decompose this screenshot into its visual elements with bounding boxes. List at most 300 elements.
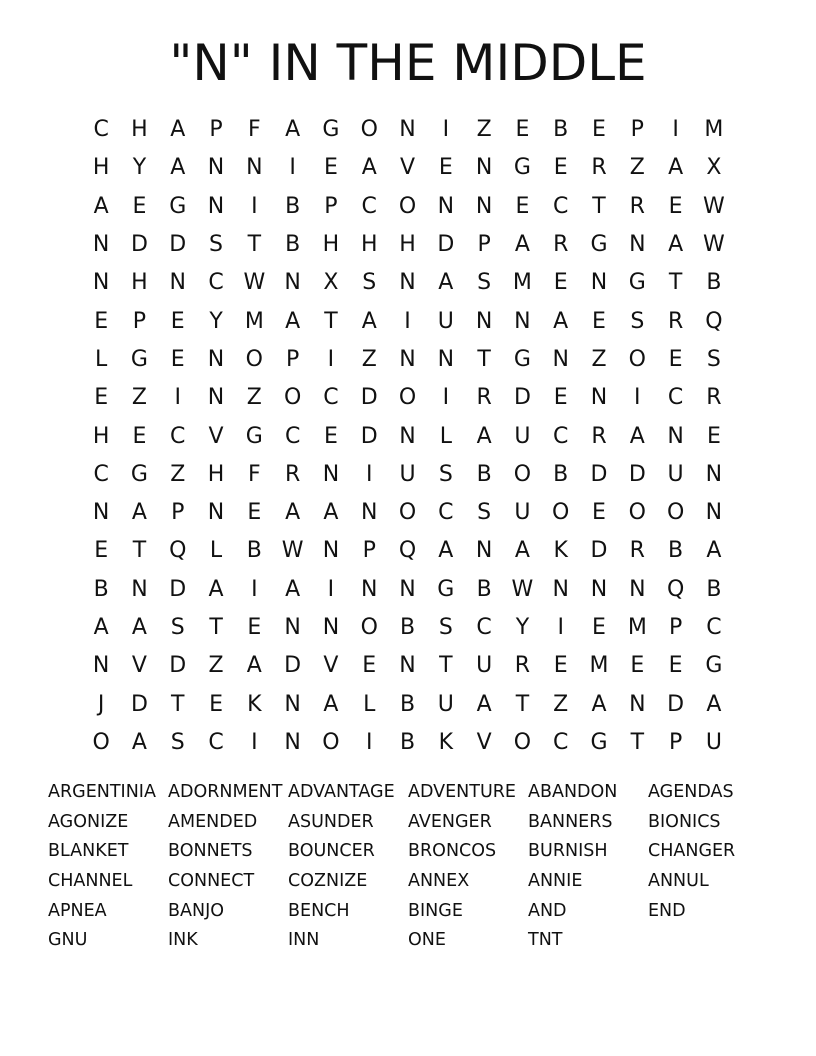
grid-letter: N [360, 576, 378, 602]
grid-letter: N [131, 576, 148, 602]
grid-letter: I [174, 385, 181, 411]
grid-letter: A [361, 155, 377, 181]
grid-letter: D [590, 538, 608, 564]
grid-letter: W [281, 538, 304, 564]
grid-letter: I [442, 385, 450, 411]
grid-letter: A [438, 270, 454, 296]
grid-letter: N [475, 193, 493, 219]
grid-letter: A [285, 500, 301, 526]
grid-letter: N [705, 500, 723, 526]
grid-letter: I [557, 615, 564, 640]
grid-letter: T [515, 691, 530, 717]
grid-letter: G [322, 117, 340, 143]
grid-letter: T [324, 308, 338, 334]
grid-letter: C [170, 423, 186, 449]
grid-letter: Z [208, 653, 224, 679]
grid-letter: N [437, 346, 455, 372]
grid-letter: N [399, 117, 416, 143]
word-list-item: COZNIZE [288, 871, 368, 892]
grid-letter: P [668, 729, 683, 755]
grid-letter: P [209, 117, 223, 143]
grid-letter: W [703, 193, 725, 219]
grid-letter: C [667, 385, 684, 411]
grid-letter: Q [705, 308, 723, 334]
grid-letter: I [289, 155, 296, 181]
grid-letter: N [552, 576, 569, 602]
grid-letter: R [706, 385, 722, 411]
grid-letter: E [706, 423, 721, 449]
grid-letter: S [362, 270, 377, 296]
grid-letter: N [399, 423, 416, 449]
grid-letter: Z [476, 117, 492, 143]
grid-letter: I [251, 193, 258, 219]
grid-letter: R [284, 461, 301, 487]
grid-letter: G [169, 193, 187, 219]
word-list-item: ADVANTAGE [288, 782, 395, 802]
grid-letter: D [513, 385, 531, 411]
grid-letter: V [208, 423, 224, 449]
grid-letter: N [475, 308, 493, 334]
grid-letter: A [323, 500, 339, 526]
grid-letter: D [628, 461, 646, 487]
grid-letter: M [512, 270, 532, 296]
grid-letter: H [360, 232, 378, 258]
grid-letter: O [360, 615, 378, 640]
grid-letter: B [553, 461, 569, 487]
grid-letter: P [630, 117, 644, 143]
grid-letter: C [361, 193, 377, 219]
word-list-item: GNU [48, 930, 88, 951]
grid-letter: S [477, 270, 492, 296]
grid-letter: N [399, 346, 416, 372]
grid-letter: E [668, 193, 683, 219]
word-list-item: AVENGER [408, 811, 492, 832]
grid-letter: A [706, 691, 722, 717]
grid-letter: Z [629, 155, 645, 181]
grid-letter: G [590, 729, 608, 755]
grid-letter: R [591, 423, 607, 449]
grid-letter: G [513, 346, 531, 372]
grid-letter: E [94, 385, 109, 411]
grid-letter: N [284, 270, 301, 296]
grid-letter: N [92, 500, 110, 526]
grid-letter: I [634, 385, 641, 411]
grid-letter: N [437, 193, 455, 219]
grid-letter: B [706, 576, 722, 602]
grid-letter: N [169, 270, 186, 296]
grid-letter: C [93, 461, 109, 487]
grid-letter: E [438, 155, 453, 181]
grid-letter: I [672, 117, 679, 143]
grid-letter: A [170, 117, 186, 143]
grid-letter: E [209, 691, 223, 717]
word-list-item: TNT [528, 930, 563, 951]
grid-letter: S [706, 346, 721, 372]
word-list-item: ANNIE [528, 871, 583, 892]
grid-letter: N [284, 729, 301, 755]
grid-letter: U [514, 500, 531, 526]
word-list-item: APNEA [48, 900, 107, 921]
grid-letter: E [323, 423, 338, 449]
grid-letter: T [209, 615, 223, 640]
grid-letter: S [477, 500, 492, 526]
grid-letter: E [592, 500, 606, 526]
grid-letter: O [322, 729, 340, 755]
grid-letter: G [590, 232, 608, 258]
grid-letter: N [322, 538, 340, 564]
grid-letter: N [92, 653, 110, 679]
grid-letter: D [130, 232, 148, 258]
grid-letter: C [208, 270, 224, 296]
grid-letter: R [514, 653, 531, 679]
grid-letter: A [476, 423, 492, 449]
word-list-item: ANNUL [648, 871, 709, 892]
word-list-item: AND [528, 900, 567, 921]
grid-letter: C [438, 500, 454, 526]
grid-letter: A [93, 193, 109, 219]
grid-letter: Z [591, 346, 607, 372]
grid-letter: M [589, 653, 609, 679]
grid-letter: E [170, 346, 185, 372]
grid-letter: V [399, 155, 416, 181]
grid-letter: N [705, 461, 723, 487]
grid-letter: D [667, 691, 685, 717]
grid-letter: S [630, 308, 645, 334]
grid-letter: N [92, 270, 110, 296]
grid-letter: H [92, 423, 110, 449]
grid-letter: P [132, 308, 147, 334]
grid-letter: H [207, 461, 225, 487]
grid-letter: A [285, 576, 301, 602]
grid-letter: L [95, 346, 108, 372]
grid-letter: N [590, 270, 608, 296]
grid-letter: R [476, 385, 492, 411]
word-list-item: BINGE [408, 900, 463, 921]
grid-letter: E [553, 653, 568, 679]
grid-letter: R [591, 155, 607, 181]
grid-letter: Z [170, 461, 186, 487]
grid-letter: I [404, 308, 411, 334]
grid-letter: E [630, 653, 645, 679]
grid-letter: U [514, 423, 531, 449]
word-list-item: AGENDAS [648, 782, 734, 802]
grid-letter: N [92, 232, 110, 258]
grid-letter: O [513, 729, 532, 755]
grid-letter: O [283, 385, 302, 411]
grid-letter: N [629, 691, 646, 717]
grid-letter: N [399, 653, 416, 679]
word-list-item: ANNEX [408, 871, 470, 892]
grid-letter: Y [209, 308, 223, 334]
grid-letter: O [666, 500, 685, 526]
grid-letter: B [553, 117, 569, 143]
grid-letter: T [477, 346, 491, 372]
grid-letter: E [247, 615, 262, 640]
grid-letter: O [513, 461, 532, 487]
word-list-item: INN [288, 930, 320, 951]
grid-letter: O [245, 346, 263, 372]
page-title: "N" IN THE MIDDLE [169, 34, 647, 92]
word-list-item: ASUNDER [288, 811, 374, 832]
word-list-item: CHANNEL [48, 871, 133, 892]
grid-letter: F [248, 117, 261, 143]
grid-letter: A [208, 576, 224, 602]
grid-letter: W [243, 270, 266, 296]
grid-letter: A [438, 538, 454, 564]
grid-letter: D [169, 576, 187, 602]
grid-letter: E [592, 117, 606, 143]
grid-letter: T [247, 232, 262, 258]
grid-letter: E [592, 615, 606, 640]
grid-letter: U [399, 461, 416, 487]
grid-letter: E [668, 346, 683, 372]
grid-letter: E [247, 500, 262, 526]
grid-letter: Z [131, 385, 147, 411]
grid-letter: W [703, 232, 725, 258]
grid-letter: A [131, 500, 147, 526]
word-list-item: INK [168, 930, 198, 951]
grid-letter: U [437, 691, 454, 717]
grid-letter: V [476, 729, 492, 755]
grid-letter: B [706, 270, 722, 296]
grid-letter: B [399, 615, 416, 640]
grid-letter: T [592, 193, 606, 219]
grid-letter: N [590, 385, 608, 411]
grid-letter: G [130, 346, 148, 372]
grid-letter: S [209, 232, 224, 258]
grid-letter: A [476, 691, 492, 717]
grid-letter: K [553, 538, 568, 564]
grid-letter: Z [246, 385, 262, 411]
grid-letter: A [553, 308, 569, 334]
grid-letter: G [245, 423, 263, 449]
grid-letter: A [323, 691, 339, 717]
grid-letter: N [207, 346, 225, 372]
grid-letter: N [207, 193, 225, 219]
grid-letter: O [628, 500, 646, 526]
grid-letter: B [285, 232, 301, 258]
grid-letter: C [476, 615, 492, 640]
word-list-item: BONNETS [168, 841, 253, 862]
grid-letter: U [476, 653, 493, 679]
grid-letter: G [130, 461, 148, 487]
grid-letter: N [629, 232, 646, 258]
grid-letter: D [360, 385, 378, 411]
grid-letter: C [323, 385, 339, 411]
grid-letter: S [170, 729, 185, 755]
grid-letter: E [94, 308, 109, 334]
grid-letter: T [668, 270, 683, 296]
grid-letter: A [361, 308, 377, 334]
grid-letter: D [169, 653, 187, 679]
grid-letter: N [322, 615, 340, 640]
grid-letter: R [553, 232, 569, 258]
grid-letter: R [629, 538, 645, 564]
grid-letter: N [667, 423, 684, 449]
word-list-item: CONNECT [168, 871, 255, 892]
grid-letter: N [552, 346, 569, 372]
grid-letter: Q [169, 538, 187, 564]
grid-letter: U [705, 729, 722, 755]
word-list-item: ONE [408, 930, 446, 951]
grid-letter: D [437, 232, 455, 258]
grid-letter: O [92, 729, 110, 755]
grid-letter: D [284, 653, 302, 679]
grid-letter: U [437, 308, 454, 334]
grid-letter: N [399, 576, 416, 602]
grid-letter: Z [361, 346, 377, 372]
grid-letter: E [668, 653, 683, 679]
grid-letter: A [131, 729, 147, 755]
grid-letter: C [553, 193, 569, 219]
grid-letter: S [438, 461, 453, 487]
grid-letter: A [706, 538, 722, 564]
grid-letter: D [590, 461, 608, 487]
grid-letter: C [208, 729, 224, 755]
grid-letter: G [437, 576, 455, 602]
grid-letter: W [511, 576, 534, 602]
grid-letter: E [94, 538, 109, 564]
grid-letter: B [399, 691, 416, 717]
grid-letter: C [706, 615, 722, 640]
grid-letter: N [590, 576, 608, 602]
grid-letter: I [442, 117, 450, 143]
grid-letter: G [513, 155, 531, 181]
grid-letter: N [207, 155, 225, 181]
grid-letter: L [363, 691, 376, 717]
grid-letter: M [704, 117, 724, 143]
word-list-item: ARGENTINIA [48, 782, 156, 802]
grid-letter: C [553, 729, 569, 755]
grid-letter: U [667, 461, 684, 487]
grid-letter: N [246, 155, 263, 181]
grid-letter: X [323, 270, 339, 296]
grid-letter: V [323, 653, 339, 679]
word-list-item: AMENDED [168, 811, 258, 832]
grid-letter: E [515, 117, 530, 143]
grid-letter: N [629, 576, 646, 602]
grid-letter: H [131, 270, 148, 296]
grid-letter: O [628, 346, 646, 372]
grid-letter: G [705, 653, 723, 679]
grid-letter: Y [132, 155, 147, 181]
grid-letter: L [209, 538, 223, 564]
grid-letter: J [97, 691, 105, 717]
grid-letter: V [131, 653, 147, 679]
grid-letter: N [207, 385, 225, 411]
grid-letter: M [244, 308, 264, 334]
word-list-item: CHANGER [648, 841, 736, 862]
word-list-item: BURNISH [528, 841, 608, 862]
grid-letter: A [668, 232, 684, 258]
grid-letter: E [132, 423, 147, 449]
grid-letter: P [285, 346, 300, 372]
grid-letter: A [591, 691, 607, 717]
grid-letter: A [246, 653, 262, 679]
grid-letter: I [327, 576, 335, 602]
grid-letter: A [514, 232, 530, 258]
grid-letter: C [93, 117, 109, 143]
grid-letter: B [668, 538, 684, 564]
grid-letter: H [322, 232, 340, 258]
word-list-item: BENCH [288, 900, 350, 921]
grid-letter: A [170, 155, 186, 181]
grid-letter: I [251, 576, 258, 602]
grid-letter: Q [398, 538, 417, 564]
grid-letter: A [285, 308, 301, 334]
grid-letter: E [132, 193, 147, 219]
grid-letter: A [668, 155, 684, 181]
grid-letter: N [475, 538, 493, 564]
grid-letter: B [285, 193, 301, 219]
word-list-item: AGONIZE [48, 811, 129, 832]
grid-letter: N [207, 500, 225, 526]
grid-letter: P [324, 193, 338, 219]
grid-letter: E [170, 308, 185, 334]
grid-letter: A [514, 538, 530, 564]
grid-letter: R [629, 193, 645, 219]
grid-letter: H [92, 155, 110, 181]
word-list-item: BANJO [168, 900, 225, 921]
grid-letter: O [398, 500, 417, 526]
grid-letter: T [132, 538, 147, 564]
grid-letter: F [248, 461, 261, 487]
word-list-item: BANNERS [528, 811, 613, 832]
grid-letter: B [399, 729, 416, 755]
grid-letter: X [706, 155, 722, 181]
grid-letter: E [515, 193, 530, 219]
grid-letter: Y [515, 615, 530, 640]
grid-letter: H [131, 117, 148, 143]
grid-letter: A [93, 615, 109, 640]
grid-letter: O [398, 193, 417, 219]
grid-letter: C [553, 423, 569, 449]
grid-letter: O [360, 117, 378, 143]
grid-letter: D [360, 423, 378, 449]
grid-letter: H [399, 232, 416, 258]
grid-letter: I [365, 729, 373, 755]
grid-letter: I [251, 729, 258, 755]
grid-letter: E [362, 653, 377, 679]
grid-letter: M [627, 615, 647, 640]
grid-letter: G [628, 270, 646, 296]
grid-letter: O [398, 385, 417, 411]
grid-letter: N [360, 500, 378, 526]
grid-letter: A [629, 423, 645, 449]
grid-letter: B [93, 576, 109, 602]
grid-letter: P [362, 538, 376, 564]
grid-letter: N [284, 691, 301, 717]
word-list-item: BLANKET [48, 841, 129, 862]
word-list-item: BIONICS [648, 811, 721, 832]
grid-letter: I [365, 461, 373, 487]
grid-letter: P [171, 500, 185, 526]
grid-letter: D [169, 232, 187, 258]
grid-letter: A [285, 117, 301, 143]
grid-letter: B [246, 538, 262, 564]
grid-letter: R [667, 308, 684, 334]
grid-letter: E [323, 155, 338, 181]
grid-letter: E [592, 308, 606, 334]
grid-letter: S [438, 615, 453, 640]
word-list-item: ADORNMENT [168, 782, 283, 802]
word-list [48, 778, 768, 956]
grid-letter: K [247, 691, 262, 717]
grid-letter: E [553, 385, 568, 411]
grid-letter: P [477, 232, 491, 258]
grid-letter: P [668, 615, 683, 640]
grid-letter: S [170, 615, 185, 640]
